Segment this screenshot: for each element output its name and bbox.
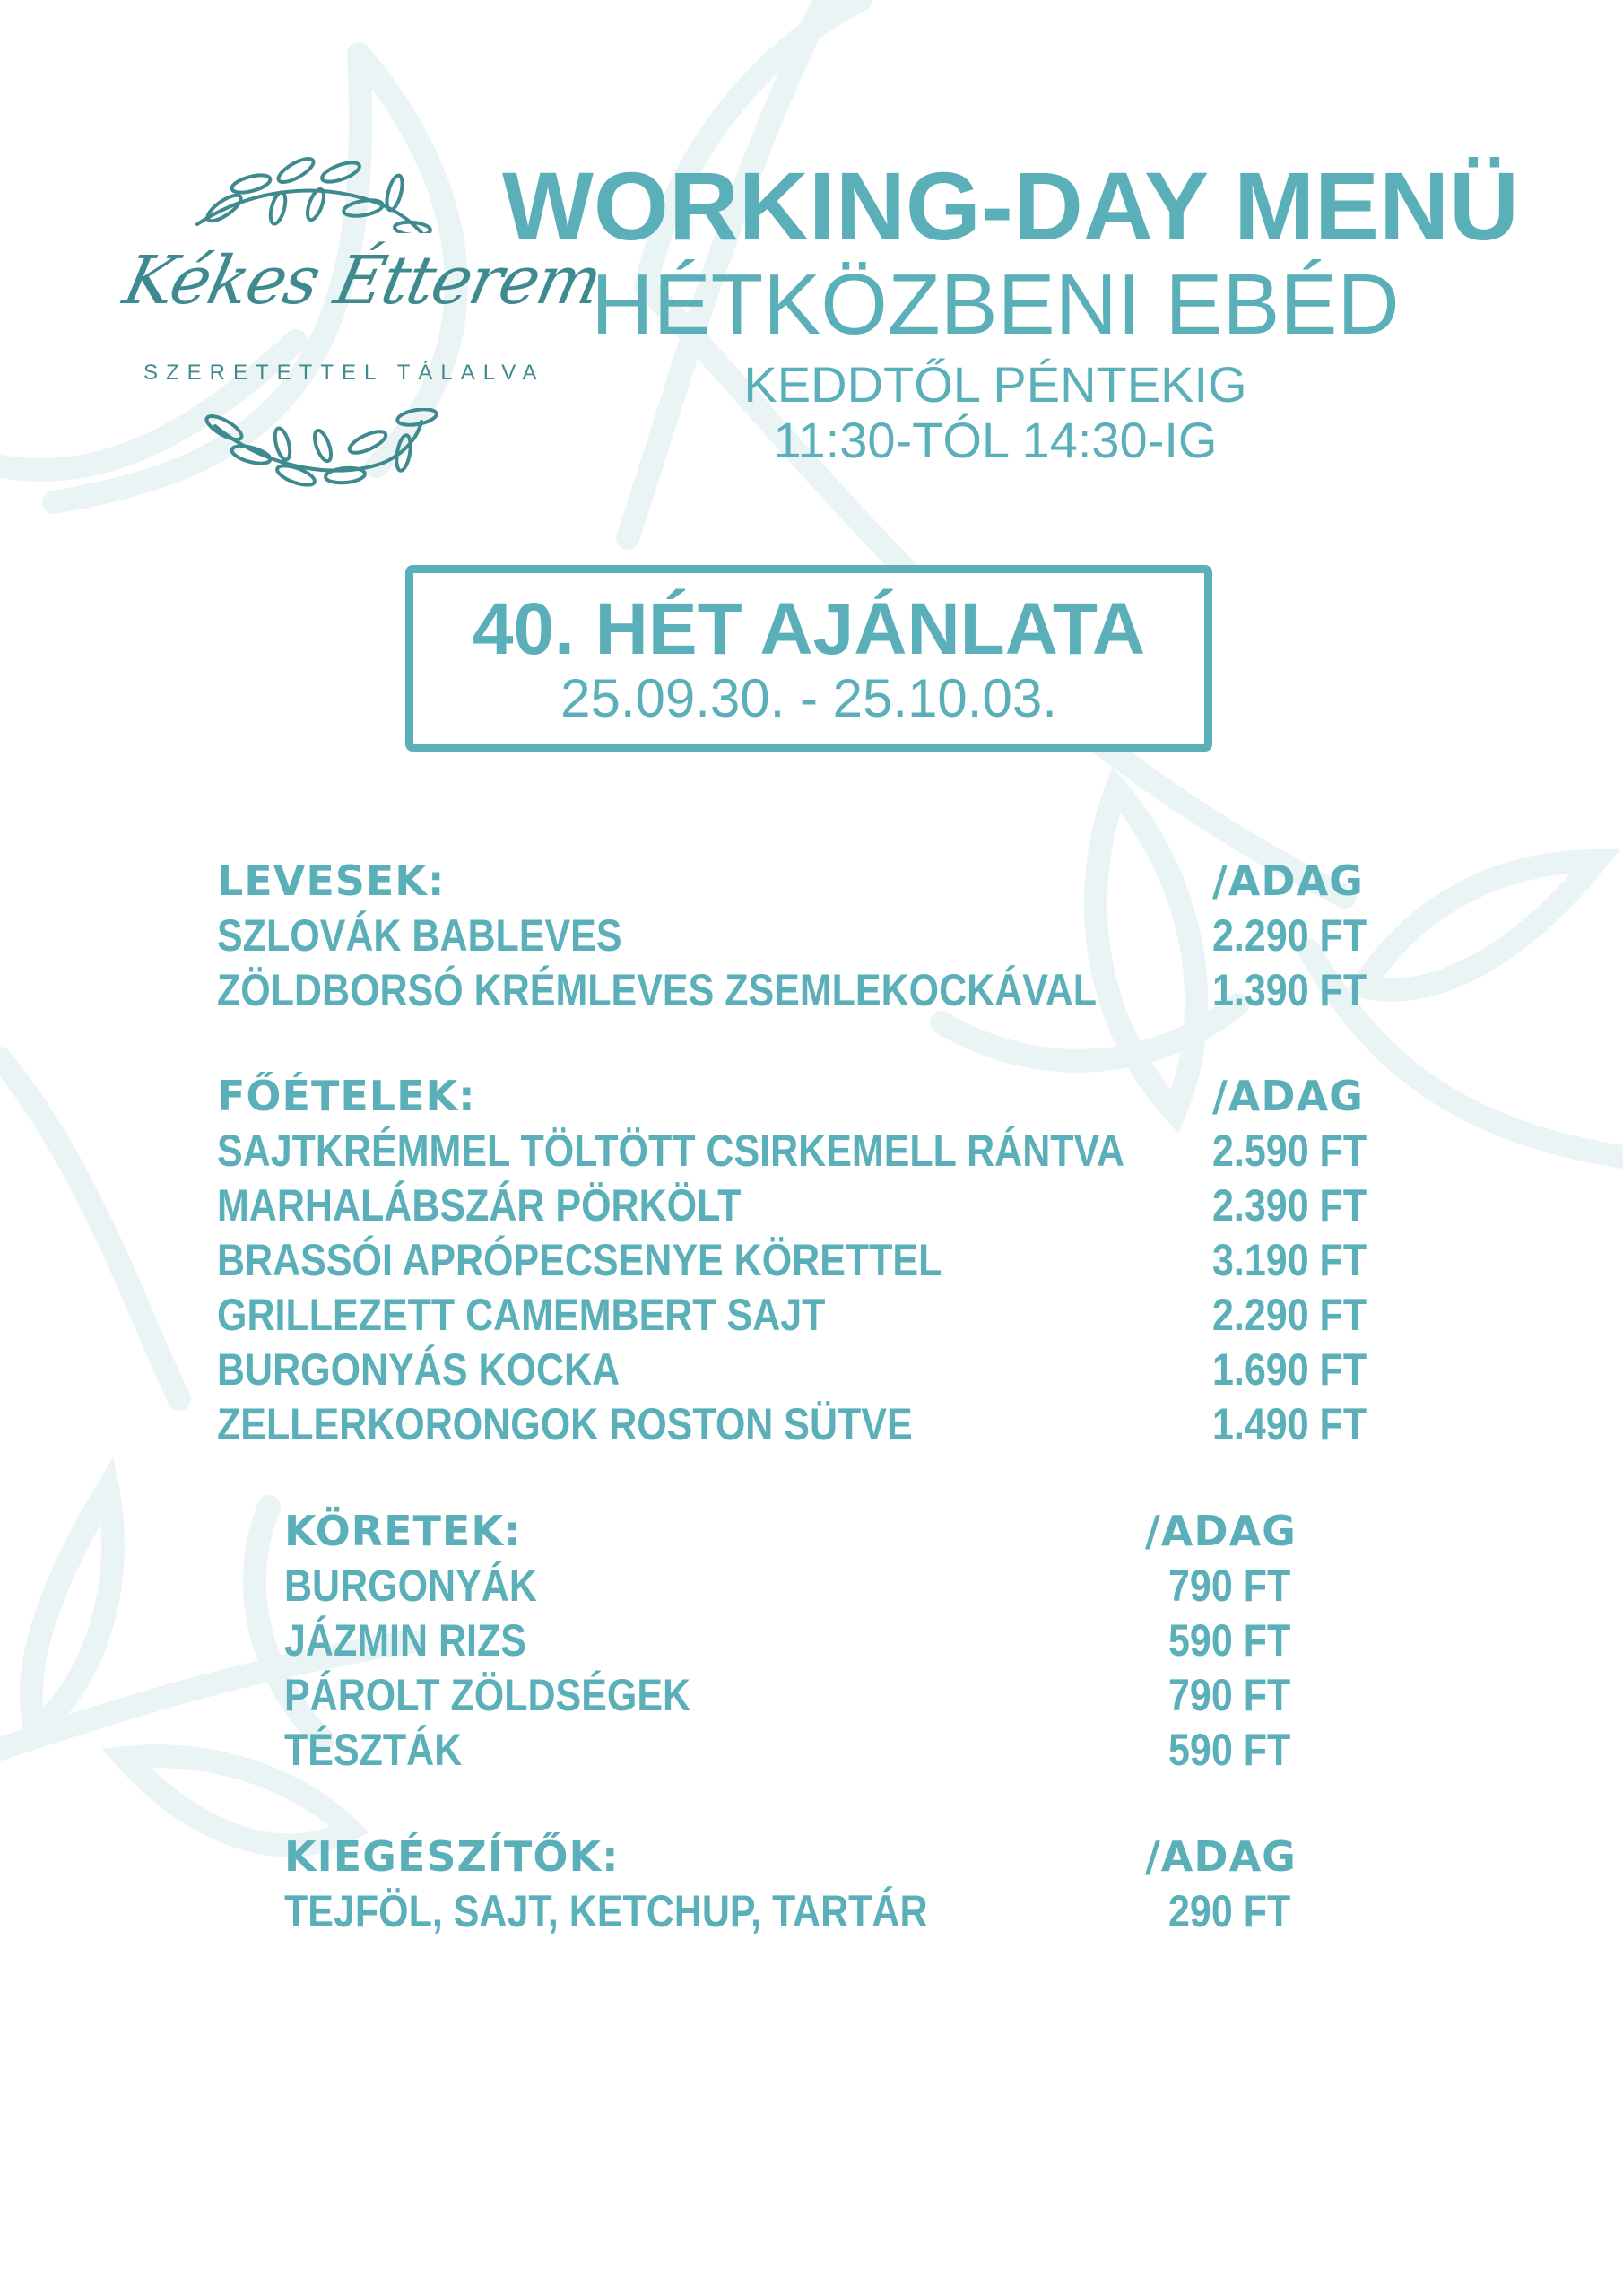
item-name: TÉSZTÁK [284,1725,463,1775]
item-price: 3.190 FT [1212,1235,1367,1285]
item-price: 590 FT [1168,1615,1291,1665]
title-english: WORKING-DAY MENÜ [502,152,1520,260]
item-price: 290 FT [1168,1886,1291,1936]
item-price: 1.490 FT [1212,1399,1367,1449]
section-title: FŐÉTELEK: [217,1072,476,1120]
laurel-top-icon [117,152,511,233]
unit-label: /ADAG [1212,857,1364,905]
item-price: 1.390 FT [1212,965,1367,1015]
item-name: SZLOVÁK BABLEVES [217,910,622,961]
item-name: GRILLEZETT CAMEMBERT SAJT [217,1290,826,1340]
item-price: 790 FT [1168,1670,1291,1720]
item-name: BRASSÓI APRÓPECSENYE KÖRETTEL [217,1235,942,1285]
item-name: BURGONYÁS KOCKA [217,1344,621,1395]
laurel-bottom-icon [117,408,511,498]
item-name: ZELLERKORONGOK ROSTON SÜTVE [217,1399,913,1449]
unit-label: /ADAG [1212,1072,1364,1120]
week-offer-box [405,565,1212,752]
item-name: PÁROLT ZÖLDSÉGEK [284,1670,691,1720]
item-price: 2.390 FT [1212,1180,1367,1231]
week-offer-dates: 25.09.30. - 25.10.03. [560,668,1057,728]
item-name: ZÖLDBORSÓ KRÉMLEVES ZSEMLEKOCKÁVAL [217,965,1098,1015]
item-name: JÁZMIN RIZS [284,1615,526,1665]
item-price: 2.290 FT [1212,1290,1367,1340]
section-title: KIEGÉSZÍTŐK: [284,1832,620,1881]
restaurant-logo [117,152,607,493]
unit-label: /ADAG [1145,1832,1297,1881]
week-offer-title: 40. HÉT AJÁNLATA [472,588,1146,670]
unit-label: /ADAG [1145,1507,1297,1555]
item-price: 790 FT [1168,1561,1291,1611]
section-title: LEVESEK: [217,857,446,905]
item-price: 2.590 FT [1212,1126,1367,1176]
item-name: BURGONYÁK [284,1561,537,1611]
item-price: 590 FT [1168,1725,1291,1775]
logo-tagline: SZERETETTEL TÁLALVA [143,361,545,385]
item-name: SAJTKRÉMMEL TÖLTÖTT CSIRKEMELL RÁNTVA [217,1126,1125,1176]
service-hours: 11:30-TÓL 14:30-IG [773,412,1218,468]
service-days: KEDDTŐL PÉNTEKIG [743,356,1247,413]
item-price: 1.690 FT [1212,1344,1367,1395]
item-price: 2.290 FT [1212,910,1367,961]
section-title: KÖRETEK: [284,1507,522,1555]
title-hungarian: HÉTKÖZBENI EBÉD [591,257,1400,352]
item-name: TEJFÖL, SAJT, KETCHUP, TARTÁR [284,1886,928,1936]
item-name: MARHALÁBSZÁR PÖRKÖLT [217,1180,742,1231]
logo-script-name: Kékes Étterem [117,242,607,319]
